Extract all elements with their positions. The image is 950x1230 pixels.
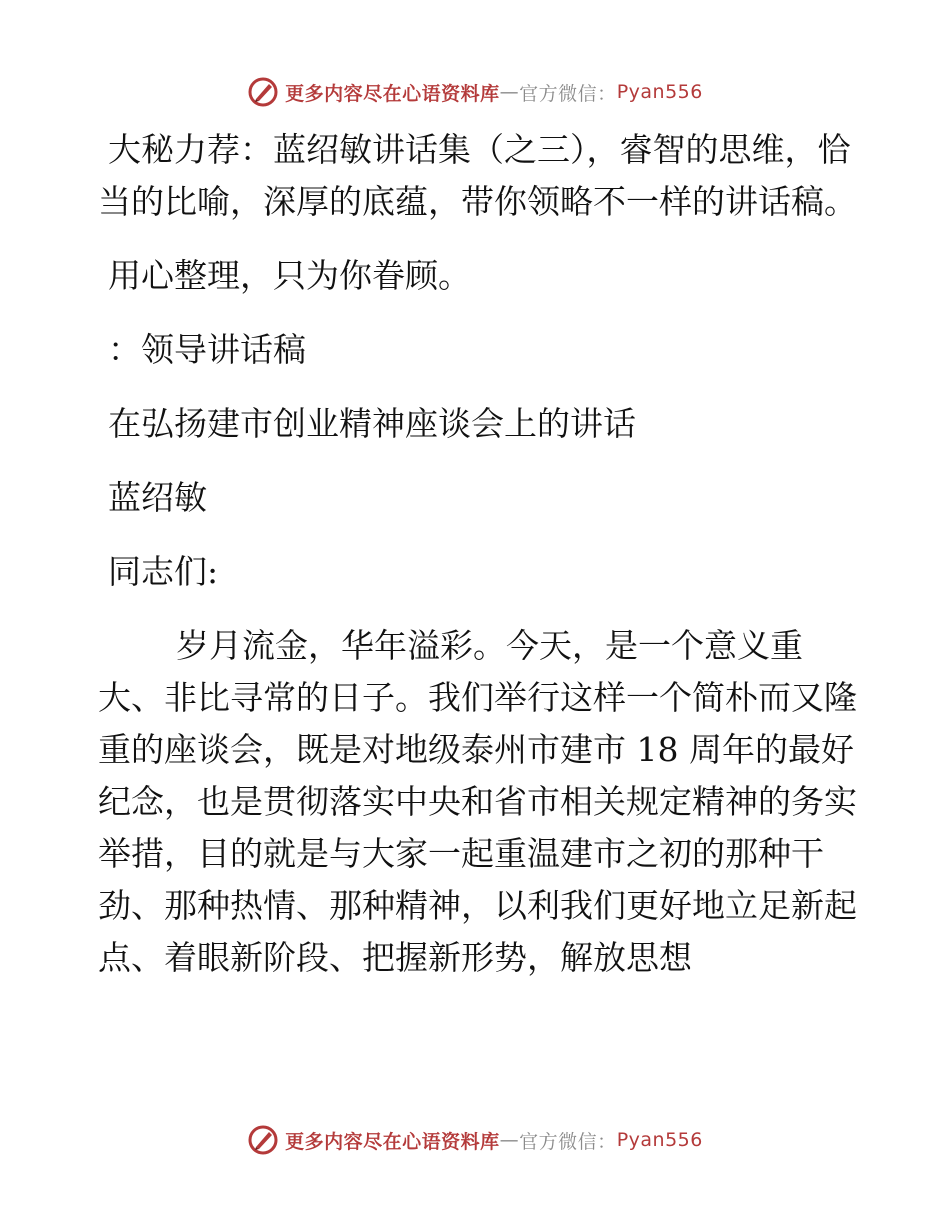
header-watermark-banner: [0, 72, 950, 112]
banner-site-text: 更多内容尽在心语资料库: [285, 82, 500, 105]
footer-watermark-banner: [0, 1120, 950, 1160]
author-name: 蓝绍敏: [108, 478, 207, 517]
banner-wechat-label: 官方微信：: [519, 1130, 617, 1153]
banner-dash: —: [499, 81, 520, 103]
banner-wechat-id: Pyan556: [616, 81, 703, 103]
banner-dash: —: [499, 1129, 520, 1151]
banner-wechat-label: 官方微信：: [519, 82, 617, 105]
intro-paragraph: 大秘力荐：蓝绍敏讲话集（之三），睿智的思维，恰当的比喻，深厚的底蕴，带你领略不一样的讲话稿。: [98, 130, 857, 221]
category-line: ：领导讲话稿: [108, 330, 306, 369]
speech-title: 在弘扬建市创业精神座谈会上的讲话: [108, 404, 636, 443]
pen-logo-icon: [247, 1124, 279, 1156]
note-line: 用心整理，只为你眷顾。: [108, 256, 471, 295]
greeting-line: 同志们:: [108, 552, 219, 591]
body-paragraph: 岁月流金，华年溢彩。今天，是一个意义重大、非比寻常的日子。我们举行这样一个简朴而又隆重的座谈会，既是对地级泰州市建市 18 周年的最好纪念，也是贯彻落实中央和省市相关规定精神的务实举措，目的就是与大家一起重温建市之初的那种干劲、那种热情、那种精神，以利我们更好地立足新起点、着眼新阶段、把握新形势，解放思想: [98, 626, 857, 977]
banner-site-text: 更多内容尽在心语资料库: [285, 1130, 500, 1153]
banner-wechat-id: Pyan556: [616, 1129, 703, 1151]
pen-logo-icon: [247, 76, 279, 108]
document-body: [98, 124, 858, 984]
